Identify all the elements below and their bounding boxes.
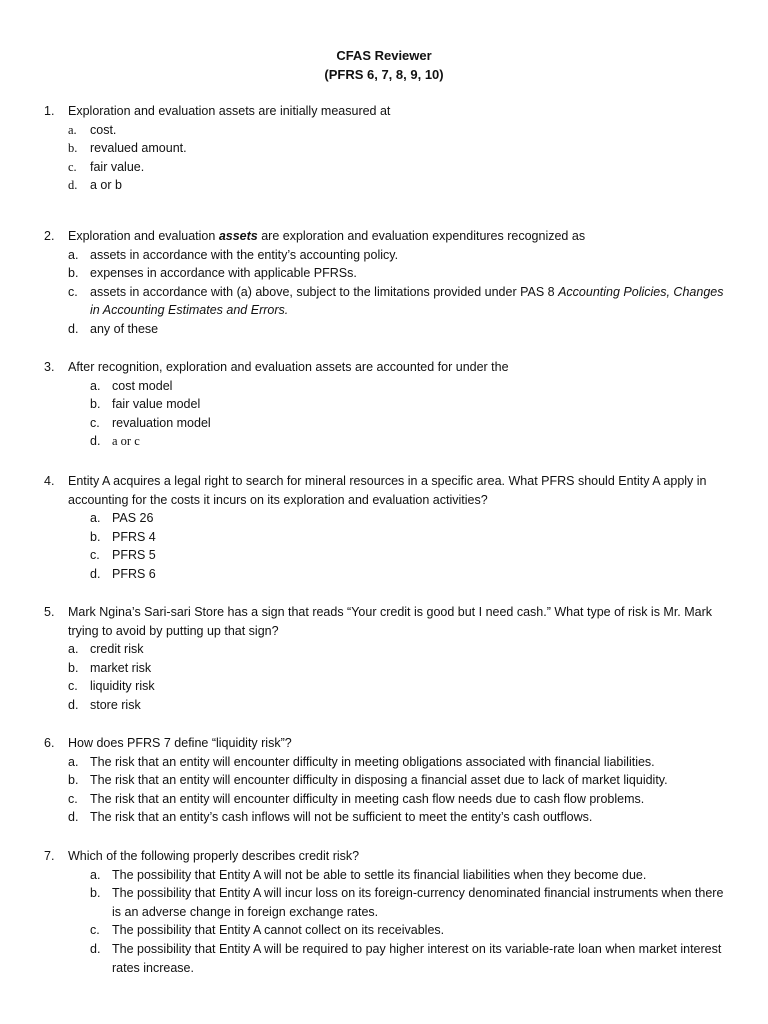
question-text: How does PFRS 7 define “liquidity risk”? — [68, 736, 292, 750]
option-d: d. The possibility that Entity A will be required to pay higher interest on its variable-rate loan when market interest rates increase. — [90, 941, 722, 975]
option-d: d. any of these — [68, 321, 159, 336]
question-number: 2. — [44, 229, 55, 243]
question-5 — [44, 603, 724, 715]
option-a: a. The possibility that Entity A will not be able to settle its financial liabilities when they become due. — [90, 867, 647, 882]
option-a: a. cost model — [90, 378, 173, 393]
option-b: b. expenses in accordance with applicable PFRSs. — [68, 266, 357, 281]
option-d: d. PFRS 6 — [90, 566, 156, 581]
option-c: c. liquidity risk — [68, 679, 155, 694]
option-a: a. credit risk — [68, 642, 144, 657]
question-6 — [44, 734, 724, 827]
option-d: d. The risk that an entity’s cash inflows will not be sufficient to meet the entity’s cash outflows. — [68, 810, 593, 825]
question-text: Mark Ngina’s Sari-sari Store has a sign that reads “Your credit is good but I need cash.” What type of risk is Mr. Mark trying to avoid by putting up that sign? — [68, 605, 713, 638]
option-c: c. revaluation model — [90, 415, 211, 430]
option-b: b. fair value model — [90, 397, 201, 412]
options-list — [90, 509, 724, 583]
question-number: 7. — [44, 849, 55, 863]
question-3 — [44, 358, 724, 451]
question-text: Exploration and evaluation assets are exploration and evaluation expenditures recognized as — [68, 229, 586, 243]
document-subtitle: (PFRS 6, 7, 8, 9, 10) — [324, 67, 444, 82]
question-1 — [44, 102, 724, 195]
question-text: Entity A acquires a legal right to search for mineral resources in a specific area. What PFRS should Entity A apply in accounting for the costs it incurs on its exploration and evaluation activities? — [68, 474, 707, 507]
option-b: b. PFRS 4 — [90, 529, 156, 544]
question-number: 6. — [44, 736, 55, 750]
options-list — [68, 753, 724, 827]
options-list — [90, 377, 724, 451]
question-4 — [44, 472, 724, 584]
option-a: a. The risk that an entity will encounter difficulty in meeting obligations associated with financial liabilities. — [68, 754, 655, 769]
option-a: a. PAS 26 — [90, 511, 154, 526]
options-list — [90, 866, 724, 978]
option-d: d. a or c — [90, 434, 140, 449]
option-d: d. store risk — [68, 697, 141, 712]
options-list — [68, 246, 724, 339]
option-c: c. fair value. — [68, 159, 145, 174]
option-c: c. assets in accordance with (a) above, subject to the limitations provided under PAS 8 Accounting Policies, Changes in Accounting Estimates and Errors. — [68, 284, 724, 318]
option-c: c. The risk that an entity will encounter difficulty in meeting cash flow needs due to cash flow problems. — [68, 791, 645, 806]
question-7 — [44, 847, 724, 977]
question-2 — [44, 227, 724, 339]
question-text: After recognition, exploration and evaluation assets are accounted for under the — [68, 360, 509, 374]
options-list — [68, 640, 724, 714]
question-number: 3. — [44, 360, 55, 374]
option-b: b. revalued amount. — [68, 141, 187, 156]
question-number: 4. — [44, 474, 55, 488]
document-title: CFAS Reviewer — [336, 48, 432, 63]
option-a: a. cost. — [68, 122, 117, 137]
option-b: b. market risk — [68, 660, 152, 675]
options-list — [68, 121, 724, 195]
option-b: b. The risk that an entity will encounter difficulty in disposing a financial asset due to lack of market liquidity. — [68, 773, 668, 788]
question-text: Which of the following properly describes credit risk? — [68, 849, 360, 863]
question-number: 1. — [44, 104, 55, 118]
option-c: c. The possibility that Entity A cannot collect on its receivables. — [90, 923, 445, 938]
option-a: a. assets in accordance with the entity’s accounting policy. — [68, 247, 399, 262]
emphasized-word: assets — [218, 229, 258, 243]
question-text: Exploration and evaluation assets are initially measured at — [68, 104, 391, 118]
question-number: 5. — [44, 605, 55, 619]
option-d: d. a or b — [68, 178, 122, 193]
option-c: c. PFRS 5 — [90, 548, 156, 563]
option-b: b. The possibility that Entity A will incur loss on its foreign-currency denominated financial instruments when there is an adverse change in foreign exchange rates. — [90, 886, 724, 919]
